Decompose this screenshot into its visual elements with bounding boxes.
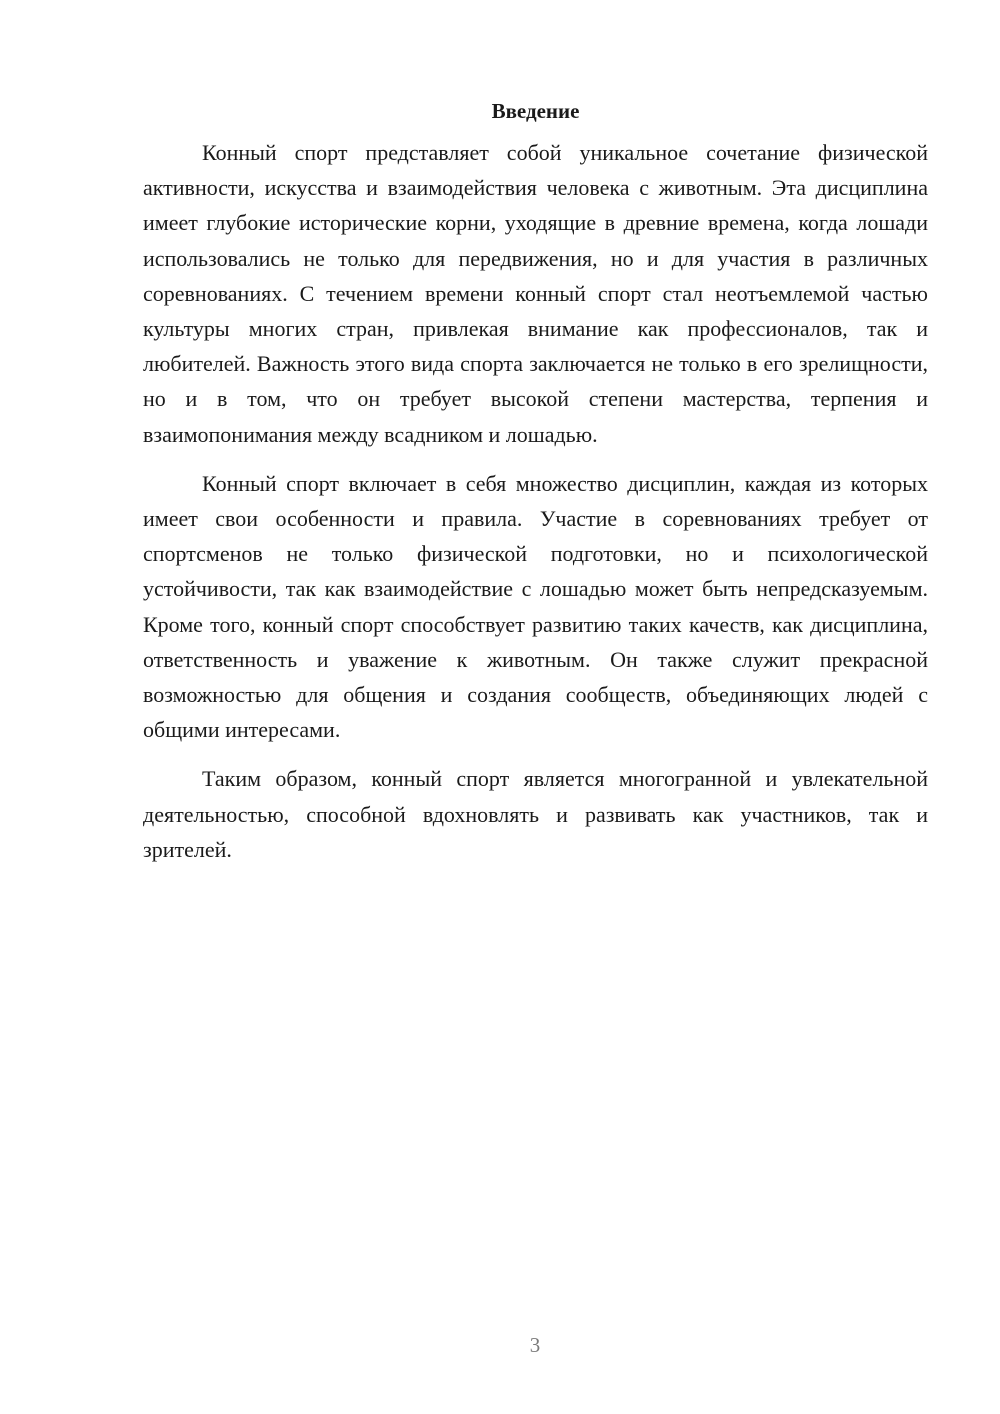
paragraph-3: Таким образом, конный спорт является многогранной и увлекательной деятельностью, способной вдохновлять и развивать как участников, так и зрителей.: [143, 766, 928, 862]
page-number: 3: [529, 1333, 541, 1357]
page-content: [143, 97, 928, 881]
section-title: Введение: [491, 99, 580, 123]
paragraph-1: Конный спорт представляет собой уникальное сочетание физической активности, искусства и взаимодействия человека с животным. Эта дисциплина имеет глубокие исторические корни, уходящие в древние времена, когда лошади использовались не только для передвижения, но и для участия в различных соревнованиях. С течением времени конный спорт стал неотъемлемой частью культуры многих стран, привлекая внимание как профессионалов, так и любителей. Важность этого вида спорта заключается не только в его зрелищности, но и в том, что он требует высокой степени мастерства, терпения и взаимопонимания между всадником и лошадью.: [143, 140, 928, 447]
paragraph-2: Конный спорт включает в себя множество дисциплин, каждая из которых имеет свои особенности и правила. Участие в соревнованиях требует от спортсменов не только физической подготовки, но и психологической устойчивости, так как взаимодействие с лошадью может быть непредсказуемым. Кроме того, конный спорт способствует развитию таких качеств, как дисциплина, ответственность и уважение к животным. Он также служит прекрасной возможностью для общения и создания сообществ, объединяющих людей с общими интересами.: [143, 470, 928, 743]
